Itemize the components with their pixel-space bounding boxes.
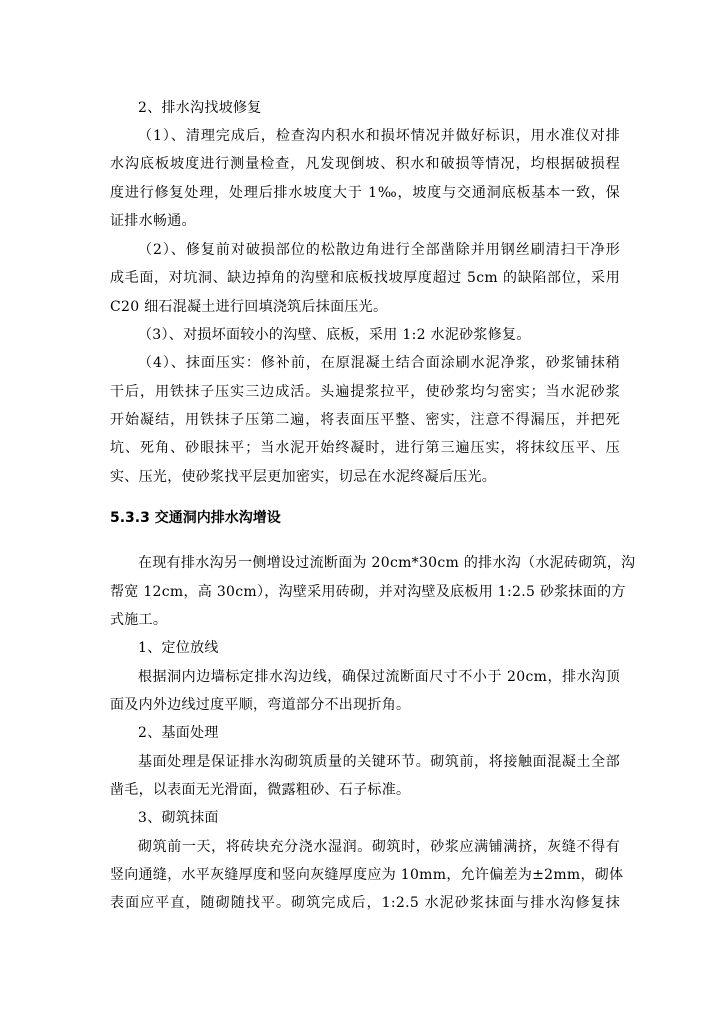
paragraph-line: 度进行修复处理，处理后排水坡度大于 1‰，坡度与交通洞底板基本一致，保 [110,185,620,201]
paragraph-line: 证排水畅通。 [110,213,196,229]
paragraph-line: （2）、修复前对破损部位的松散边角进行全部凿除并用钢丝刷清扫干净形 [138,242,620,258]
paragraph-line: 帮宽 12cm，高 30cm），沟壁采用砖砌，并对沟壁及底板用 1:2.5 砂浆抹面的方 [110,584,626,600]
paragraph-line: （1）、清理完成后，检查沟内积水和损坏情况并做好标识，用水准仪对排 [138,128,620,144]
paragraph-line: 根据洞内边墙标定排水沟边线，确保过流断面尺寸不小于 20cm，排水沟顶 [138,669,620,685]
paragraph-line: C20 细石混凝土进行回填浇筑后抹面压光。 [110,299,388,315]
section-title: 5.3.3 交通洞内排水沟增设 [110,510,281,526]
paragraph-line: 竖向通缝，水平灰缝厚度和竖向灰缝厚度应为 10mm，允许偏差为±2mm，砌体 [110,867,624,883]
paragraph-line: 式施工。 [110,612,168,628]
paragraph-line: 凿毛，以表面无光滑面，微露粗砂、石子标准。 [110,782,411,798]
step-heading: 3、砌筑抹面 [138,810,219,826]
paragraph-line: 基面处理是保证排水沟砌筑质量的关键环节。砌筑前，将接触面混凝土全部 [138,754,620,770]
paragraph-line: 表面应平直，随砌随找平。砌筑完成后，1:2.5 水泥砂浆抹面与排水沟修复抹 [110,895,620,911]
paragraph-line: 水沟底板坡度进行测量检查，凡发现倒坡、积水和破损等情况，均根据破损程 [110,156,620,172]
paragraph-line: （4）、抹面压实：修补前，在原混凝土结合面涂刷水泥净浆，砂浆铺抹稍 [138,355,620,371]
step-heading: 1、定位放线 [138,640,219,656]
step-heading: 2、基面处理 [138,725,219,741]
paragraph-line: 干后，用铁抹子压实三边成活。头遍提浆拉平，使砂浆均匀密实；当水泥砂浆 [110,384,620,400]
section-heading-drain-slope-repair: 2、排水沟找坡修复 [138,100,262,116]
paragraph-line: 砌筑前一天，将砖块充分浇水湿润。砌筑时，砂浆应满铺满挤，灰缝不得有 [138,839,620,855]
paragraph-line: 实、压光，使砂浆找平层更加密实，切忌在水泥终凝后压光。 [110,469,497,485]
paragraph-line: 开始凝结，用铁抹子压第二遍，将表面压平整、密实，注意不得漏压，并把死 [110,412,620,428]
paragraph-line: （3）、对损坏面较小的沟壁、底板，采用 1:2 水泥砂浆修复。 [138,327,531,343]
paragraph-line: 坑、死角、砂眼抹平；当水泥开始终凝时，进行第三遍压实，将抹纹压平、压 [110,440,620,456]
paragraph-line: 成毛面，对坑洞、缺边掉角的沟壁和底板找坡厚度超过 5cm 的缺陷部位，采用 [110,270,620,286]
paragraph-line: 面及内外边线过度平顺，弯道部分不出现折角。 [110,697,411,713]
paragraph-line: 在现有排水沟另一侧增设过流断面为 20cm*30cm 的排水沟（水泥砖砌筑，沟 [138,555,636,571]
